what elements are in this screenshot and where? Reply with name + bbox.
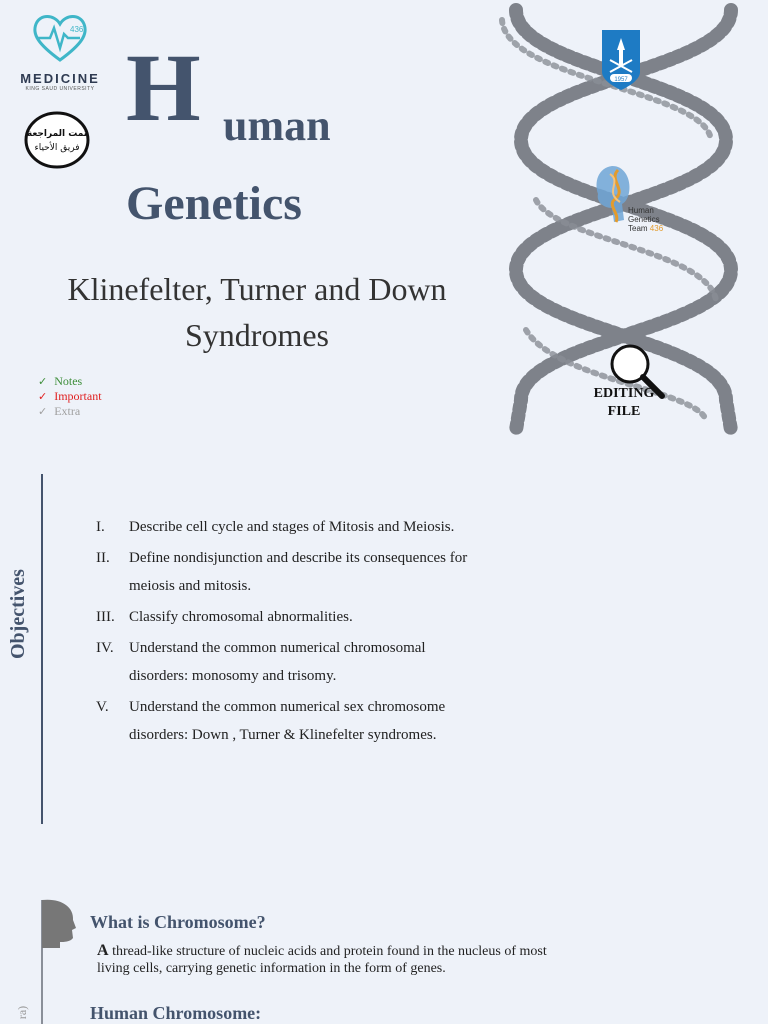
list-item: [96, 513, 516, 541]
dropcap: A: [97, 942, 109, 959]
color-legend: [38, 374, 102, 419]
objectives-divider: [41, 474, 43, 824]
editing-file-link[interactable]: [580, 385, 668, 421]
legend-label: Notes: [54, 374, 83, 388]
check-icon: ✓: [38, 390, 48, 403]
item-number: III.: [96, 609, 115, 625]
section-heading: Human Chromosome:: [90, 1003, 262, 1023]
definition-text: [97, 942, 577, 977]
medicine-logo: [14, 12, 106, 90]
side-text: ra): [15, 1005, 30, 1020]
check-icon: ✓: [38, 405, 48, 418]
check-icon: ✓: [38, 375, 48, 388]
item-text: Understand the common numerical sex chromosome disorders: Down , Turner & Klinefelter syndromes.: [129, 699, 446, 743]
section-heading: What is Chromosome?: [90, 912, 266, 932]
logo-word: MEDICINE: [20, 71, 100, 86]
item-text: Understand the common numerical chromosomal disorders: monosomy and trisomy.: [129, 640, 426, 684]
title-genetics: Genetics: [126, 177, 302, 230]
objectives-label: Objectives: [7, 569, 29, 659]
item-number: I.: [96, 519, 105, 535]
legend-important: [38, 389, 102, 404]
stamp-line1: تمت المراجعة: [26, 129, 88, 139]
editing-line2: FILE: [607, 404, 641, 419]
logo-badge: 436: [70, 25, 84, 34]
item-text: Define nondisjunction and describe its consequences for meiosis and mitosis.: [129, 550, 468, 594]
item-text: Classify chromosomal abnormalities.: [129, 609, 353, 625]
definition-body: thread-like structure of nucleic acids and protein found in the nucleus of most living cells, carrying genetic information in the form of genes.: [97, 944, 547, 976]
ksu-logo: [598, 26, 644, 92]
list-item: [96, 693, 516, 749]
logo-sub: KING SAUD UNIVERSITY: [25, 86, 95, 92]
item-number: IV.: [96, 640, 114, 656]
team-line2: Genetics: [628, 215, 660, 224]
legend-extra: [38, 404, 102, 419]
team-line1: Human: [628, 206, 654, 215]
team-label: [628, 206, 663, 233]
team-word: Team: [628, 224, 648, 233]
review-stamp: [24, 110, 90, 170]
head-silhouette-icon: [40, 898, 76, 950]
title-rest: uman: [223, 101, 331, 150]
team-line3: [628, 224, 663, 233]
stamp-line2: فريق الأحياء: [34, 143, 80, 153]
list-item: [96, 603, 516, 631]
title-initial: H: [126, 34, 201, 141]
legend-notes: [38, 374, 102, 389]
item-text: Describe cell cycle and stages of Mitosis and Meiosis.: [129, 519, 455, 535]
list-item: [96, 544, 516, 600]
item-number: V.: [96, 699, 109, 715]
heart-pulse-icon: [30, 12, 90, 64]
item-number: II.: [96, 550, 110, 566]
legend-label: Extra: [54, 404, 81, 418]
list-item: [96, 634, 516, 690]
page-subtitle: Klinefelter, Turner and Down Syndromes: [67, 271, 447, 353]
team-number: 436: [649, 224, 664, 233]
legend-label: Important: [54, 389, 102, 403]
objectives-list: [96, 513, 516, 752]
editing-line1: EDITING: [593, 386, 655, 401]
ksu-year: 1957: [614, 77, 628, 83]
